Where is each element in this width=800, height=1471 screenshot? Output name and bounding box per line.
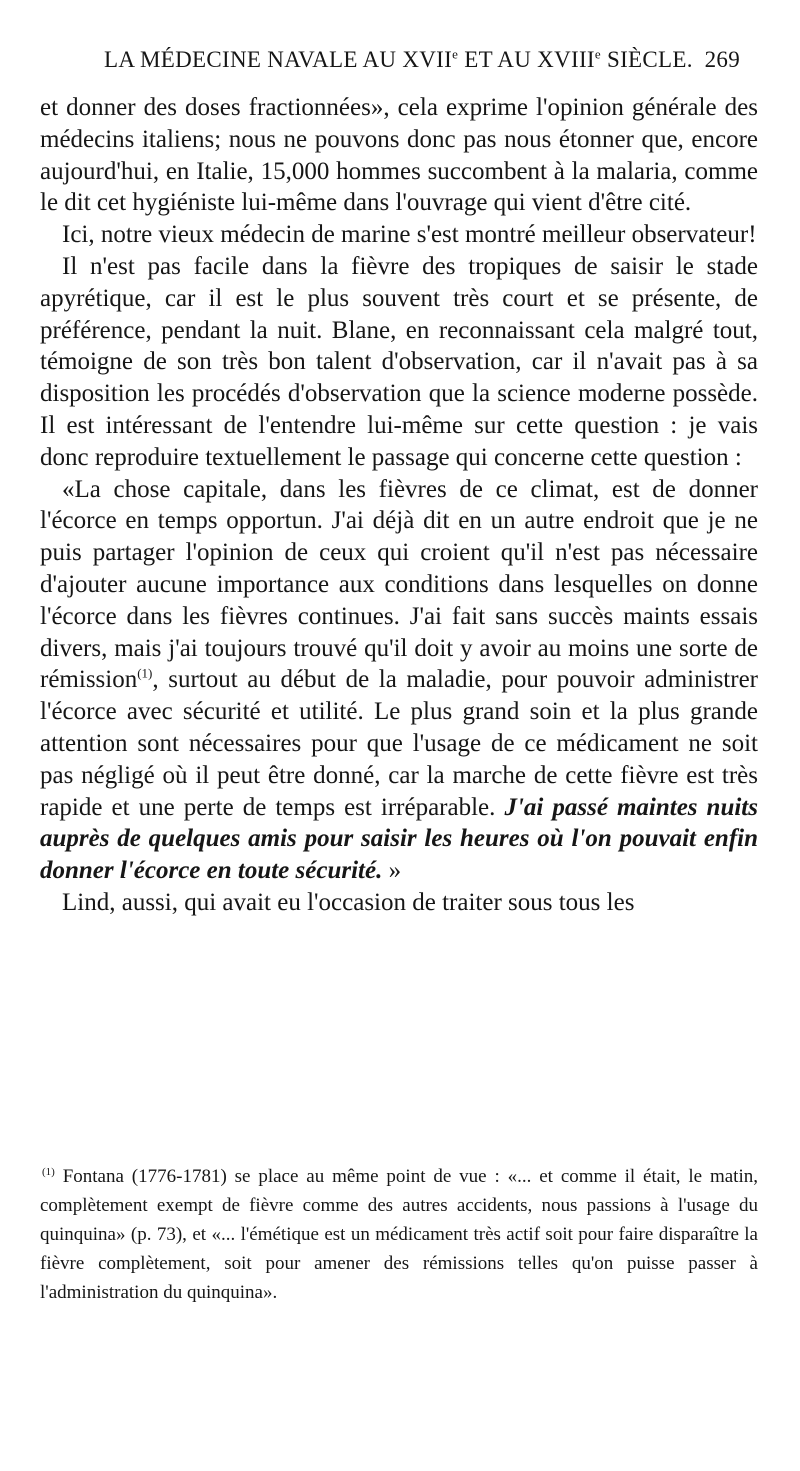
paragraph-5: Lind, aussi, qui avait eu l'occasion de traiter sous tous les <box>62 888 635 916</box>
quote-text-b: , surtout au début de la maladie, pour pouvoir administrer l'écorce avec sécurité et utilité. Le plus grand soin et la plus grande attention sont nécessaires pour que l'usage de ce médicament ne soit pas négligé où il peut être donné, car la marche de cette fièvre est très rapide et une perte de temps est irréparable. <box>40 666 758 821</box>
paragraph-4-quote <box>40 474 758 887</box>
book-page <box>40 40 758 1440</box>
title-part-2: ET AU XVIII <box>458 47 595 72</box>
title-part-3: SIÈCLE. <box>600 47 693 72</box>
footnote-text: Fontana (1776-1781) se place au même point de vue : «... et comme il était, le matin, complètement exempt de fièvre comme des autres accidents, nous passions à l'usage du quinquina» (p. 73), et «... l'émétique est un médicament très actif soit pour faire disparaître la fièvre complètement, soit pour amener des rémissions telles qu'on puisse passer à l'administration du quinquina». <box>40 1166 758 1303</box>
paragraph-1: et donner des doses fractionnées», cela exprime l'opinion générale des médecins italiens; nous ne pouvons donc pas nous étonner que, encore aujourd'hui, en Italie, 15,000 hommes succombent à la malaria, comme le dit cet hygiéniste lui-même dans l'ouvrage qui vient d'être cité. <box>40 94 758 217</box>
footnote <box>40 1162 758 1307</box>
running-head <box>40 40 758 80</box>
title-superscript-2: e <box>594 46 601 62</box>
footnote-marker: (1) <box>42 1165 55 1178</box>
quote-italic: J'ai passé maintes nuits auprès de quelques amis pour saisir les heures où l'on pouvait enfin donner l'écorce en toute sécurité. <box>40 793 758 885</box>
paragraph-3: Il n'est pas facile dans la fièvre des tropiques de saisir le stade apyrétique, car il est le plus souvent très court et se présente, de préférence, pendant la nuit. Blane, en reconnaissant cela malgré tout, témoigne de son très bon talent d'observation, car il n'avait pas à sa disposition les procédés d'observation que la science moderne possède. Il est intéressant de l'entendre lui-même sur cette question : je vais donc reproduire textuellement le passage qui concerne cette question : <box>40 252 758 471</box>
page-number: 269 <box>704 47 740 72</box>
quote-end: » <box>382 857 402 885</box>
body-text <box>40 92 758 919</box>
title-superscript-1: e <box>452 46 459 62</box>
running-title <box>104 40 693 80</box>
title-part-1: LA MÉDECINE NAVALE AU XVII <box>104 47 453 72</box>
footnote-reference[interactable]: (1) <box>137 666 153 682</box>
quote-text-a: «La chose capitale, dans les fièvres de ce climat, est de donner l'écorce en temps opportun. J'ai déjà dit en un autre endroit que je ne puis partager l'opinion de ceux qui croient qu'il n'est pas nécessaire d'ajouter aucune importance aux conditions dans lesquelles on donne l'écorce dans les fièvres continues. J'ai fait sans succès maints essais divers, mais j'ai toujours trouvé qu'il doit y avoir au moins une sorte de rémission <box>40 475 758 694</box>
paragraph-2: Ici, notre vieux médecin de marine s'est montré meilleur observateur! <box>62 221 757 249</box>
